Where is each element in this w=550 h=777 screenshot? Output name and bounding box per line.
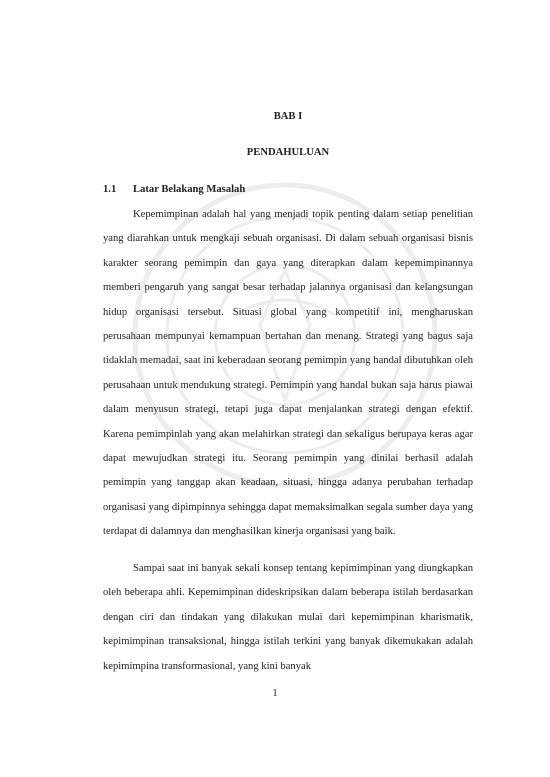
- section-title: Latar Belakang Masalah: [133, 184, 246, 195]
- chapter-label: BAB I: [273, 111, 303, 122]
- page-number: 1: [272, 688, 278, 699]
- body-paragraph: Sampai saat ini banyak sekali konsep tentang kepimimpinan yang diungkapkan oleh beberapa ahli. Kepemimpinan dideskripsikan dalam beberapa istilah berdasarkan dengan ciri dan tindakan yang dilakukan mulai dari kepemimpinan kharismatik, kepimimpinan transaksional, hingga istilah terkini yang banyak dikemukakan adalah kepimimpina transformasional, yang kini banyak: [103, 563, 473, 672]
- section-heading: [103, 184, 245, 195]
- body-paragraph: Kepemimpinan adalah hal yang menjadi topik penting dalam setiap penelitian yang diarahkan untuk mengkaji sebuah organisasi. Di dalam sebuah organisasi bisnis karakter seorang pemimpin dan gaya yang diterapkan dalam kepemimpinannya memberi pengaruh yang sangat besar terhadap jalannya organisasi dan kelangsungan hidup organisasi tersebut. Situasi global yang kompetitif ini, mengharuskan perusahaan mempunyai kemampuan bertahan dan menang. Strategi yang bagus saja tidaklah memadai, saat ini keberadaan seorang pemimpin yang handal dibutuhkan oleh perusahaan untuk mendukung strategi. Pemimpin yang handal bukan saja harus piawai dalam menyusun strategi, tetapi juga dapat menjalankan strategi dengan efektif. Karena pemimpinlah yang akan melahirkan strategi dan sekaligus berupaya keras agar dapat mewujudkan strategi itu. Seorang pemimpin yang dinilai berhasil adalah pemimpin yang tanggap akan keadaan, situasi, hingga adanya perubahan terhadap organisasi yang dipimpinnya sehingga dapat memaksimalkan segala sumber daya yang terdapat di dalamnya dan menghasilkan kinerja organisasi yang baik.: [103, 209, 473, 538]
- section-number: 1.1: [103, 184, 117, 195]
- chapter-title: PENDAHULUAN: [246, 147, 330, 158]
